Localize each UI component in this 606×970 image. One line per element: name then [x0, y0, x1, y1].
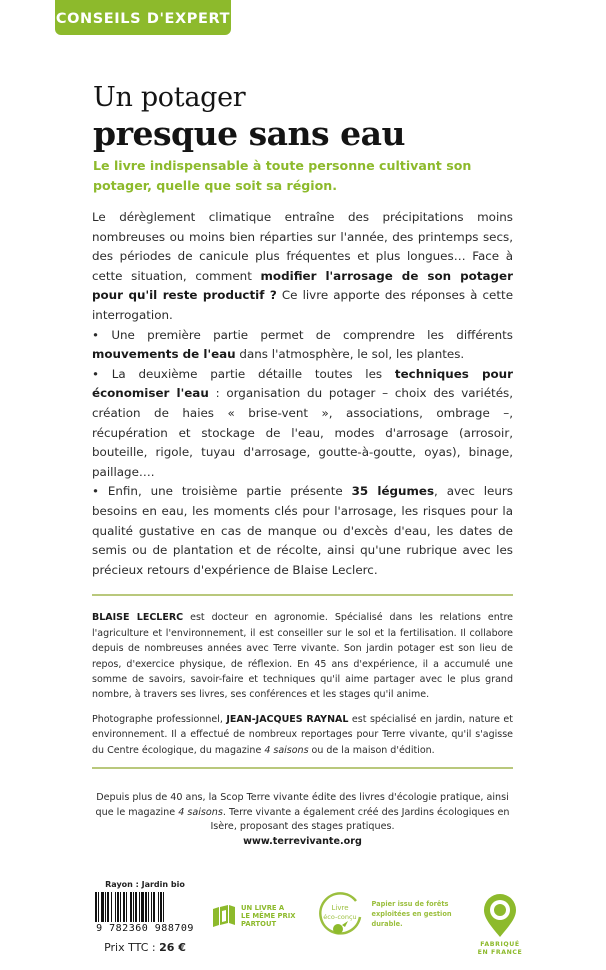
author-2-text: est spécialisé en jardin, nature et environnement. Il a effectué de nombreux reportages pour Terre vivante, qu'il s'agisse du Centre écologique, du magazine	[92, 713, 513, 756]
made-in-france-logo	[475, 891, 525, 956]
price-label: Prix TTC :	[104, 941, 160, 955]
barcode-bar	[117, 892, 119, 922]
paper-line-1: Papier issu de forêts	[371, 900, 449, 909]
barcode-bar	[158, 892, 159, 922]
barcode-bar	[135, 892, 137, 922]
part-3-text: • Enfin, une troisième partie présente	[92, 484, 352, 499]
barcode-bar	[126, 892, 127, 922]
part-1-paragraph	[92, 326, 513, 365]
same-price-line-1: UN LIVRE A	[241, 904, 285, 913]
author-1-text: est docteur en agronomie. Spécialisé dans les relations entre l'agriculture et l'environnement, il est conseiller sur le sol et la fertilisation. Il collabore depuis de nombreuses années avec Terre vivante. Son jardin potager est son lieu de repos, d'exercice physique, de réflexion. En 45 ans d'expérience, il a accumulé une somme de savoirs, savoir-faire et techniques qu'il aime partager avec le plus grand nombre, à travers ses livres, ses conférences et les stages qu'il anime.	[92, 612, 513, 701]
part-3-paragraph	[92, 482, 513, 580]
author-2-name: JEAN-JACQUES RAYNAL	[226, 713, 349, 725]
tag-row	[0, 0, 606, 35]
publisher-text	[92, 791, 513, 835]
eco-designed-book-icon	[316, 891, 364, 939]
sustainable-paper-text	[372, 899, 452, 929]
publisher-magazine: 4 saisons	[178, 806, 223, 818]
made-in-france-pin-icon	[480, 891, 520, 939]
barcode-bar	[151, 892, 152, 922]
footer	[85, 879, 525, 970]
publisher-blurb	[92, 791, 513, 849]
eco-logo-word-1: Livre	[331, 904, 349, 913]
author-2-text-end: ou de la maison d'édition.	[308, 744, 435, 756]
same-price-logo-text	[241, 904, 296, 928]
barcode-bar	[148, 892, 149, 922]
publisher-text-b: . Terre vivante a également créé des Jardins écologiques en Isère, proposant des stages pratiques.	[210, 806, 510, 833]
price-value: 26 €	[159, 941, 186, 955]
part-1-text-end: dans l'atmosphère, le sol, les plantes.	[235, 347, 465, 362]
intro-paragraph	[92, 208, 513, 326]
part-1-bold: mouvements de l'eau	[92, 347, 236, 362]
barcode-bar	[139, 892, 140, 922]
barcode-bar	[163, 892, 164, 922]
barcode-bar	[123, 892, 125, 922]
price	[104, 941, 186, 955]
part-1-text: • Une première partie permet de comprendre les différents	[92, 327, 513, 342]
publisher-url[interactable]: www.terrevivante.org	[243, 835, 362, 847]
same-price-line-2: LE MÊME PRIX	[241, 912, 296, 921]
author-bios	[92, 610, 513, 758]
france-line-2: EN FRANCE	[477, 948, 523, 956]
part-2-bold: techniques pour économiser l'eau	[92, 366, 514, 401]
same-price-book-icon	[211, 903, 237, 929]
intro-text-end: Ce livre apporte des réponses à cette interrogation.	[92, 288, 514, 322]
isbn-number	[96, 923, 194, 935]
publisher-text-a: Depuis plus de 40 ans, la Scop Terre vivante édite des livres d'écologie pratique, ainsi que le magazine	[95, 791, 509, 818]
made-in-france-text	[478, 941, 523, 956]
intro-bold: modifier l'arrosage de son potager pour qu'il reste productif ?	[92, 268, 513, 303]
author-1-name: BLAISE LECLERC	[92, 612, 184, 624]
same-price-line-3: PARTOUT	[241, 920, 277, 929]
part-2-text: • La deuxième partie détaille toutes les	[92, 366, 395, 381]
title-line-1: Un potager	[93, 82, 246, 113]
part-3-text-end: , avec leurs besoins en eau, les moments clés pour l'arrosage, les risques pour la qualité gustative en cas de manque ou d'excès d'eau, les dates de semis ou de plantation et de récolte, ainsi qu'une rubrique avec les précieux retours d'expérience de Blaise Leclerc.	[92, 484, 513, 577]
france-line-1: FABRIQUÉ	[480, 941, 520, 949]
divider-top	[92, 594, 513, 596]
barcode-bar	[141, 892, 144, 922]
barcode-bar	[105, 892, 106, 922]
shelf-category: Rayon : Jardin bio	[105, 880, 185, 890]
part-2-text-end: : organisation du potager – choix des variétés, création de haies « brise-vent », associations, ombrage –, récupération et stockage de l'eau, modes d'arrosage (arrosoir, bouteille, rigole, tuyau d'arrosage, goutte-à-goutte, oyas), binage, paillage….	[92, 386, 513, 479]
paper-line-2: exploitées en gestion	[371, 910, 452, 919]
barcode-bar	[153, 892, 155, 922]
part-3-bold: 35 légumes	[351, 484, 435, 499]
category-tag: CONSEILS D'EXPERT	[55, 0, 231, 35]
barcode-bar	[120, 892, 121, 922]
isbn-digits: 9 782360 988709	[96, 923, 194, 935]
barcode-bar	[130, 892, 132, 922]
barcode-bar	[111, 892, 112, 922]
book-title	[93, 82, 513, 154]
eco-logo-word-2: éco-conçu	[322, 913, 357, 922]
eco-designed-logo	[316, 891, 452, 939]
intro-text: Le dérèglement climatique entraîne des précipitations moins nombreuses ou moins bien réparties sur l'année, des printemps secs, des périodes de canicule plus fréquentes et plus longues… Face à cette situation, comment	[92, 210, 513, 283]
author-2-bio	[92, 712, 513, 758]
barcode-bar	[145, 892, 147, 922]
title-line-2: presque sans eau	[93, 114, 405, 153]
content-column	[92, 82, 513, 849]
barcode-bar	[115, 892, 116, 922]
barcode-block	[85, 879, 205, 955]
same-price-logo	[211, 903, 296, 929]
lead-tagline: Le livre indispensable à toute personne cultivant son potager, quelle que soit sa région.	[93, 158, 472, 193]
barcode	[93, 892, 197, 922]
barcode-bar	[133, 892, 134, 922]
divider-bottom	[92, 767, 513, 769]
paper-line-3: durable.	[371, 920, 403, 929]
barcode-bar	[107, 892, 109, 922]
author-1-bio	[92, 610, 513, 702]
barcode-bar	[95, 892, 97, 922]
author-2-pre: Photographe professionnel,	[92, 713, 227, 725]
magazine-name: 4 saisons	[264, 744, 309, 756]
barcode-bar	[160, 892, 162, 922]
part-2-paragraph	[92, 365, 513, 483]
barcode-bar	[101, 892, 104, 922]
barcode-bar	[98, 892, 99, 922]
description	[92, 208, 513, 580]
